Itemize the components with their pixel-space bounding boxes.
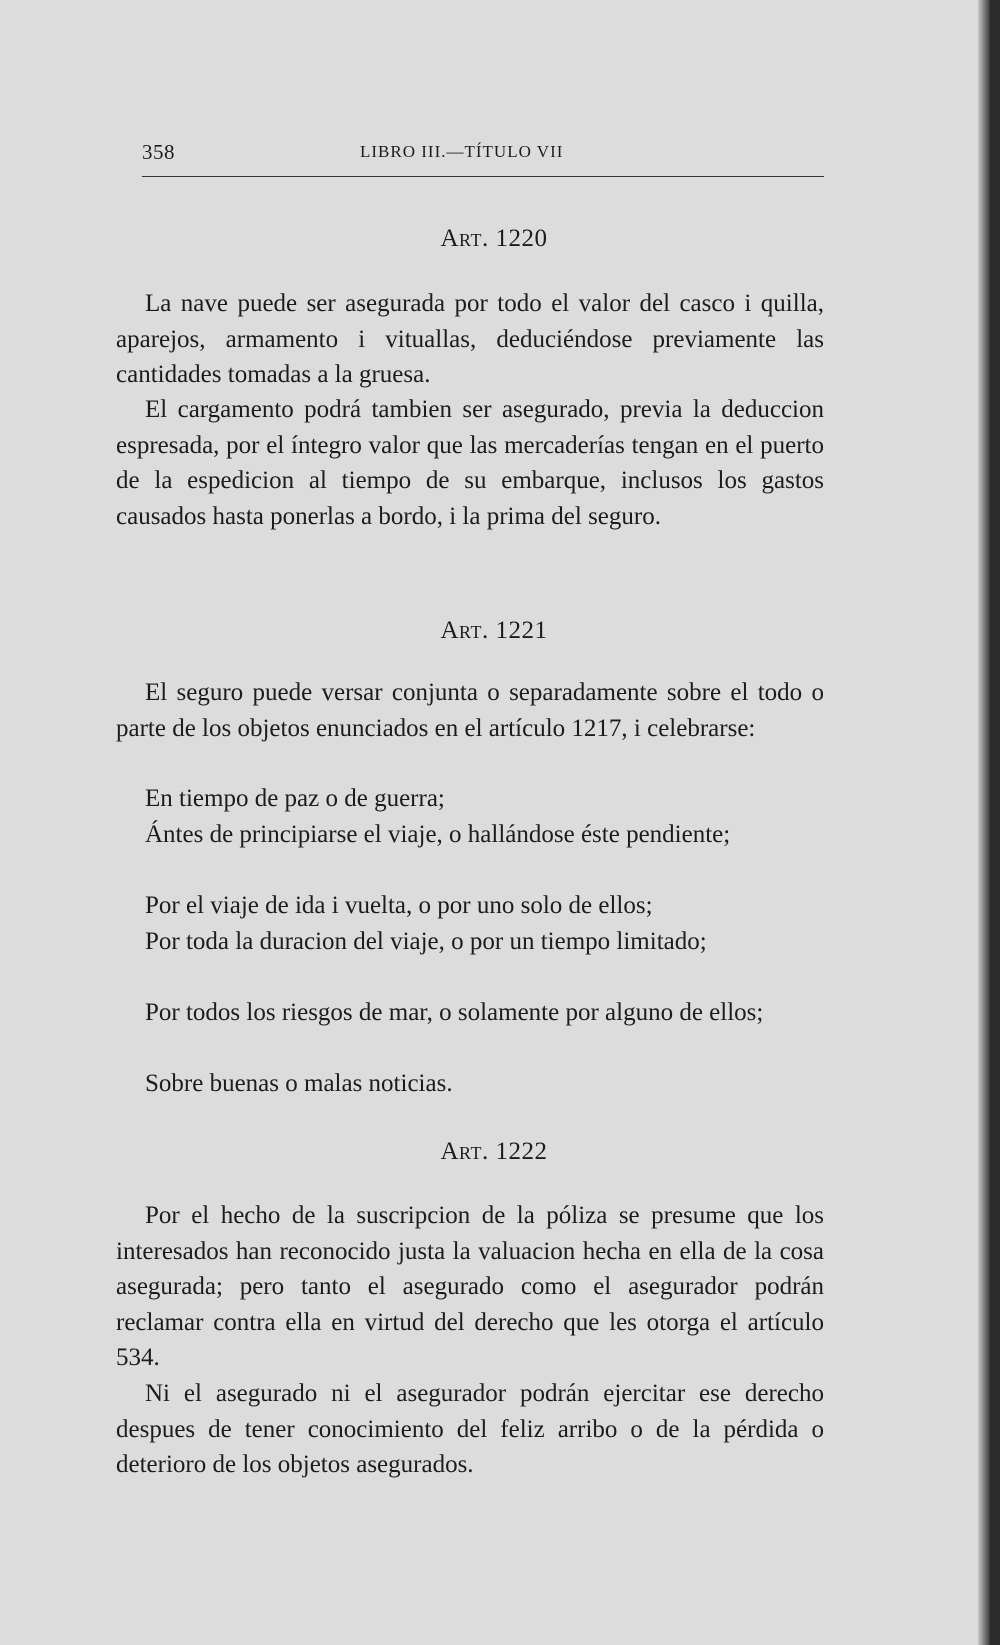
article-1222-paragraph-2: Ni el asegurado ni el asegurador podrán ejercitar ese derecho despues de tener conocimiento del feliz arribo o de la pérdida o deterioro de los objetos asegurados. (116, 1380, 824, 1478)
article-1221-item-2: Ántes de principiarse el viaje, o hallándose éste pendiente; (145, 821, 731, 848)
article-heading-1220: Art. 1220 (440, 225, 548, 252)
article-1220-paragraph-1: La nave puede ser asegurada por todo el valor del casco i quilla, aparejos, armamento i vituallas, deduciéndose previamente las cantidades tomadas a la gruesa. (116, 290, 824, 388)
article-1220-paragraph-2: El cargamento podrá tambien ser asegurado, previa la deduccion espresada, por el íntegro valor que las mercaderías tengan en el puerto de la espedicion al tiempo de su embarque, inclusos los gastos causados hasta ponerlas a bordo, i la prima del seguro. (116, 396, 824, 530)
article-1221-item-3: Por el viaje de ida i vuelta, o por uno solo de ellos; (145, 892, 653, 919)
article-1222-paragraph-1: Por el hecho de la suscripcion de la póliza se presume que los interesados han reconocido justa la valuacion hecha en ella de la cosa asegurada; pero tanto el asegurado como el asegurador podrán reclamar contra ella en virtud del derecho que les otorga el artículo 534. (116, 1202, 824, 1371)
article-heading-1222: Art. 1222 (440, 1138, 548, 1165)
article-1221-item-5: Por todos los riesgos de mar, o solamente por alguno de ellos; (145, 999, 764, 1026)
article-1221-paragraph-1: El seguro puede versar conjunta o separadamente sobre el todo o parte de los objetos enunciados en el artículo 1217, i celebrarse: (116, 679, 824, 742)
page-number: 358 (142, 140, 175, 164)
running-title: LIBRO III.—TÍTULO VII (360, 142, 564, 161)
running-head (142, 136, 822, 172)
article-heading-1221: Art. 1221 (440, 617, 548, 644)
header-rule (142, 176, 824, 177)
article-1221-item-1: En tiempo de paz o de guerra; (145, 785, 445, 812)
article-1221-item-4: Por toda la duracion del viaje, o por un tiempo limitado; (145, 928, 707, 955)
article-1221-item-6: Sobre buenas o malas noticias. (145, 1070, 453, 1097)
